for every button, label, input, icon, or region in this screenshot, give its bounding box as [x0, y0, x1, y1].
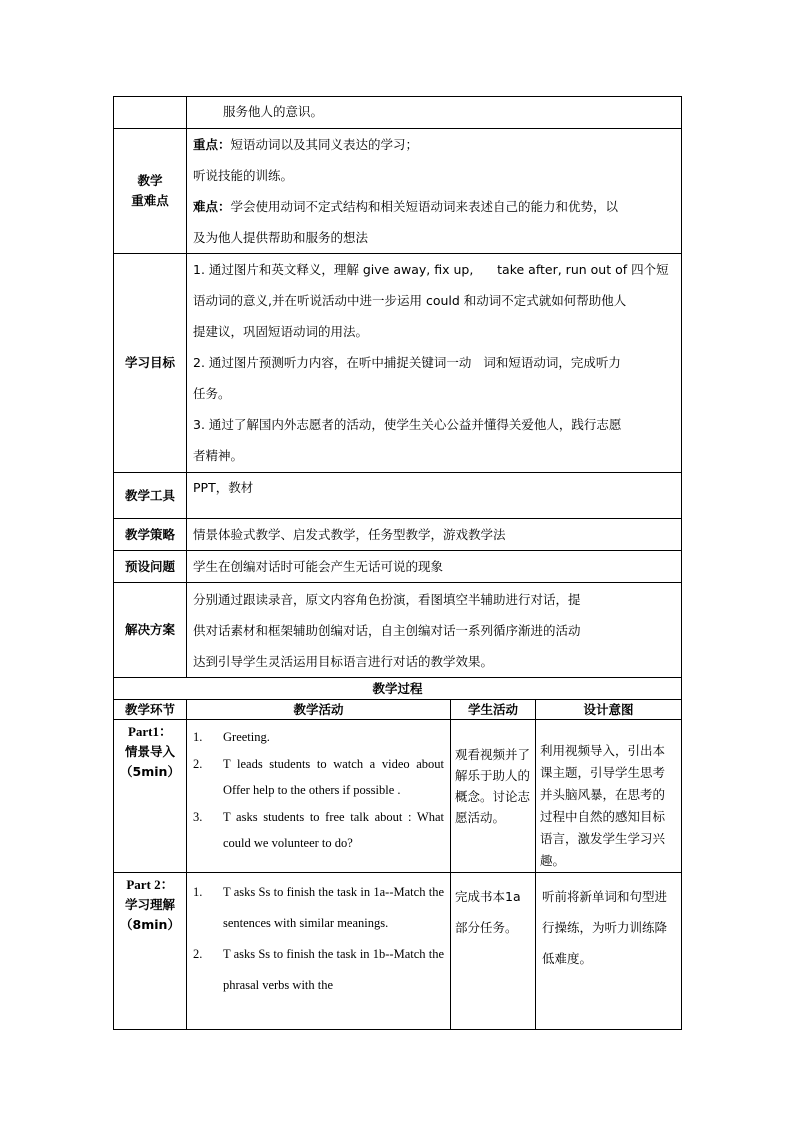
- part1-design-intent: 利用视频导入，引出本课主题，引导学生思考并头脑风暴，在思考的过程中自然的感知目标语言，激发学生学习兴趣。: [536, 720, 682, 873]
- solution-line2: 供对话素材和框架辅助创编对话，自主创编对话一系列循序渐进的活动: [193, 622, 581, 638]
- row-teaching-tools: [114, 473, 682, 519]
- list-item: 2. T leads students to watch a video about Offer help to the others if possible .: [193, 756, 444, 797]
- objective-1-line2: 语动词的意义,并在听说活动中进一步运用 could 和动词不定式就如何帮助他人: [193, 293, 627, 308]
- anticipated-problems-text: 学生在创编对话时可能会产生无话可说的现象: [193, 558, 444, 574]
- teaching-strategy-label: 教学策略: [114, 519, 187, 551]
- anticipated-problems-label: 预设问题: [114, 551, 187, 583]
- part2-design-intent: 听前将新单词和句型进行操练，为听力训练降低难度。: [536, 873, 682, 1030]
- teaching-tools-label: 教学工具: [114, 473, 187, 519]
- solution-line3: 达到引导学生灵活运用目标语言进行对话的教学效果。: [193, 653, 494, 669]
- empty-label-cell: [114, 97, 187, 129]
- teaching-process-title: 教学过程: [114, 678, 682, 700]
- lesson-plan-table: [113, 96, 682, 1030]
- objective-1-line3: 提建议，巩固短语动词的用法。: [193, 324, 369, 339]
- key-point-line2: 听说技能的训练。: [193, 168, 294, 183]
- teaching-strategy-text: 情景体验式教学、启发式教学，任务型教学，游戏教学法: [193, 526, 506, 542]
- key-difficulty-label: 教学 重难点: [114, 129, 187, 254]
- row-process-headers: [114, 700, 682, 720]
- row-anticipated-problems: [114, 551, 682, 583]
- difficulty-text: 难点：学会使用动词不定式结构和相关短语动词来表述自己的能力和优势，以: [193, 199, 619, 214]
- learning-objectives-label: 学习目标: [114, 254, 187, 473]
- list-item: 1. T asks Ss to finish the task in 1a--Match the sentences with similar meanings.: [193, 885, 444, 930]
- row-learning-objectives: [114, 254, 682, 473]
- list-item: 3. T asks students to free talk about : What could we volunteer to do?: [193, 809, 444, 850]
- part2-teacher-activities: [187, 873, 451, 1030]
- lesson-plan-page: [113, 96, 681, 1030]
- list-item: 2. T asks Ss to finish the task in 1b--Match the phrasal verbs with the: [193, 947, 444, 992]
- objective-2-line1: 2. 通过图片预测听力内容，在听中捕捉关键词一动 词和短语动词，完成听力: [193, 355, 621, 370]
- part2-student-activity: 完成书本1a部分任务。: [451, 873, 536, 1030]
- row-solution: [114, 583, 682, 678]
- header-design-intent: 设计意图: [536, 700, 682, 720]
- solution-label: 解决方案: [114, 583, 187, 678]
- part1-teacher-activities: [187, 720, 451, 873]
- row-part1: [114, 720, 682, 873]
- part2-phase-label: Part 2： 学习理解 （8min）: [114, 873, 187, 1030]
- solution-line1: 分别通过跟读录音，原文内容角色扮演，看图填空半辅助进行对话，提: [193, 591, 581, 607]
- part1-phase-label: Part1： 情景导入 （5min）: [114, 720, 187, 873]
- service-awareness-text: 服务他人的意识。: [223, 104, 324, 119]
- header-teacher-activity: 教学活动: [187, 700, 451, 720]
- part1-student-activity: 观看视频并了解乐于助人的概念。讨论志愿活动。: [451, 720, 536, 873]
- list-item: 1. Greeting.: [193, 730, 270, 744]
- key-point-text: 重点：短语动词以及其同义表达的学习；: [193, 137, 419, 152]
- teaching-tools-text: PPT，教材: [193, 480, 254, 495]
- difficulty-line2: 及为他人提供帮助和服务的想法: [193, 230, 369, 245]
- objective-2-line2: 任务。: [193, 386, 231, 401]
- row-key-difficulty: [114, 129, 682, 254]
- row-process-title: [114, 678, 682, 700]
- row-part2: [114, 873, 682, 1030]
- objective-3-line2: 者精神。: [193, 448, 244, 463]
- objective-1-line1: 1. 通过图片和英文释义，理解 give away, fix up, take after, run out of 四个短: [193, 262, 669, 277]
- header-phase: 教学环节: [114, 700, 187, 720]
- row-teaching-strategy: [114, 519, 682, 551]
- row-service-awareness: [114, 97, 682, 129]
- objective-3-line1: 3. 通过了解国内外志愿者的活动，使学生关心公益并懂得关爱他人，践行志愿: [193, 417, 622, 432]
- header-student-activity: 学生活动: [451, 700, 536, 720]
